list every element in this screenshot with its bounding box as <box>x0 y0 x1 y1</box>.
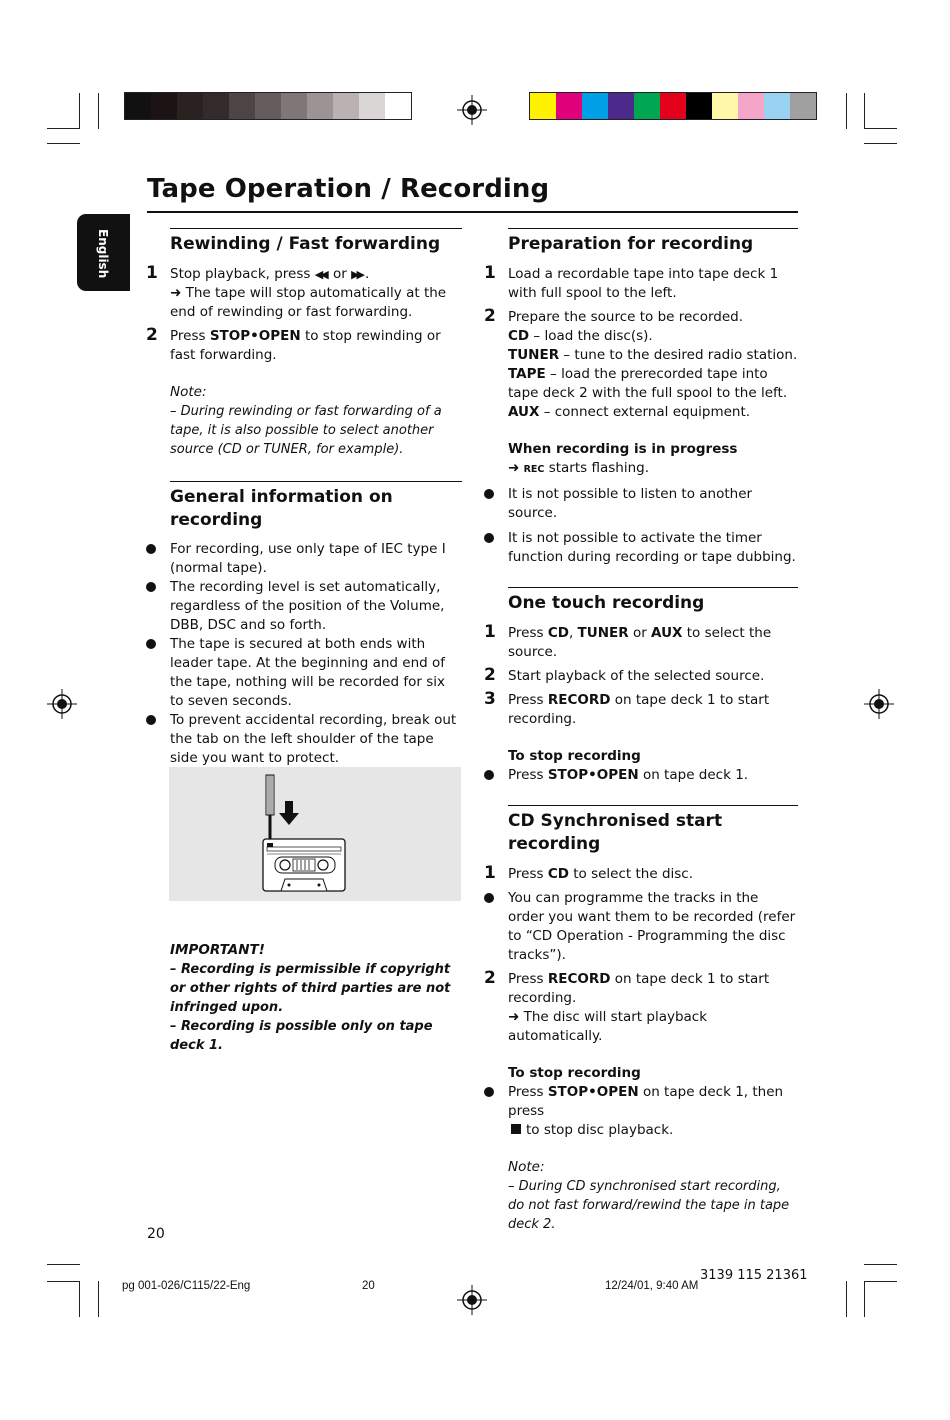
cdsync-stop-label: To stop recording <box>508 1065 641 1081</box>
important-line-2: – Recording is possible only on tape deck 1. <box>170 1019 433 1053</box>
cassette-tab-figure <box>169 767 461 901</box>
gray-swatch <box>203 93 229 119</box>
list-item: The tape is secured at both ends with leader tape. At the beginning and end of the tape, nothing will be recorded for six to seven seconds. <box>170 635 462 711</box>
section-rule <box>508 228 798 229</box>
left-column <box>146 228 462 768</box>
note-text: – During rewinding or fast forwarding of a tape, it is also possible to select another source (CD or TUNER, for example). <box>170 404 442 457</box>
gray-swatch <box>255 93 281 119</box>
color-swatch <box>712 93 738 119</box>
list-item: The recording level is set automatically, regardless of the position of the Volume, DBB, DSC and so forth. <box>170 578 462 635</box>
section-rule <box>508 587 798 588</box>
step-number: 2 <box>146 325 158 345</box>
color-swatch <box>582 93 608 119</box>
section-heading-onetouch: One touch recording <box>508 593 705 613</box>
section-heading-cdsync: CD Synchronised start recording <box>508 811 723 854</box>
rewind-step-2: 2 Press STOP•OPEN to stop rewinding or fast forwarding. <box>146 325 441 363</box>
section-rule <box>508 805 798 806</box>
rewind-result: ➜ The tape will stop automatically at the end of rewinding or fast forwarding. <box>170 285 447 320</box>
gray-swatch <box>281 93 307 119</box>
recording-progress-label: When recording is in progress <box>508 441 738 457</box>
cdsync-note-text: – During CD synchronised start recording, do not fast forward/rewind the tape in tape deck 2. <box>508 1179 790 1232</box>
gray-swatch <box>229 93 255 119</box>
page-title: Tape Operation / Recording <box>147 174 550 204</box>
onetouch-stop-bullet: Press STOP•OPEN on tape deck 1. <box>508 766 798 785</box>
important-block <box>170 941 466 1055</box>
registration-mark-icon <box>864 689 894 719</box>
section-heading-rewind: Rewinding / Fast forwarding <box>170 234 441 254</box>
fast-forward-icon: ▶▶ <box>351 268 362 281</box>
gray-swatch <box>307 93 333 119</box>
note-label: Note: <box>170 384 207 400</box>
cdsync-bullet: You can programme the tracks in the order you want them to be recorded (refer to “CD Operation - Programming the disc tracks”). <box>508 889 798 965</box>
gray-swatch <box>359 93 385 119</box>
important-label: IMPORTANT! <box>170 942 265 958</box>
registration-mark-icon <box>47 689 77 719</box>
color-swatch <box>660 93 686 119</box>
general-bullet-list <box>170 540 462 768</box>
prep-step-1: 1 Load a recordable tape into tape deck 1 with full spool to the left. <box>484 263 779 301</box>
footer-left: pg 001-026/C115/22-Eng <box>122 1280 251 1292</box>
footer-center: 20 <box>362 1280 375 1292</box>
section-rule <box>170 481 462 482</box>
cdsync-step-2: 2 Press RECORD on tape deck 1 to start recording. ➜ The disc will start playback automatically. <box>484 968 770 1044</box>
rewind-icon: ◀◀ <box>314 268 326 281</box>
onetouch-step-1: 1 Press CD, TUNER or AUX to select the source. <box>484 622 772 660</box>
color-swatch <box>686 93 712 119</box>
grayscale-calibration-bar <box>124 92 412 120</box>
stop-square-icon <box>511 1124 521 1134</box>
prep-bullet-list <box>508 485 798 567</box>
bullet-dot <box>484 893 494 903</box>
registration-mark-icon <box>457 1285 487 1315</box>
color-swatch <box>764 93 790 119</box>
color-swatch <box>634 93 660 119</box>
section-heading-prep: Preparation for recording <box>508 234 754 254</box>
bullet-dot <box>146 544 156 554</box>
section-rule <box>170 228 462 229</box>
color-swatch <box>608 93 634 119</box>
page-number: 20 <box>147 1226 165 1242</box>
bullet-dot <box>146 715 156 725</box>
footer-right: 12/24/01, 9:40 AM <box>605 1280 699 1292</box>
gray-swatch <box>177 93 203 119</box>
cassette-illustration <box>169 767 461 901</box>
gray-swatch <box>385 93 411 119</box>
bullet-dot <box>146 582 156 592</box>
language-tab-label: English <box>96 229 110 279</box>
prep-step-2: 2 Prepare the source to be recorded. CD – load the disc(s). TUNER – tune to the desired radio station. TAPE – load the prerecorded tape into tape deck 2 with the full spool to the left. AUX – connect external equipment. <box>484 306 798 420</box>
bullet-dot <box>484 489 494 499</box>
color-swatch <box>556 93 582 119</box>
step-number: 1 <box>146 263 158 283</box>
important-line-1: – Recording is permissible if copyright or other rights of third parties are not infringed upon. <box>170 962 451 1015</box>
gray-swatch <box>333 93 359 119</box>
doc-code: 3139 115 21361 <box>700 1268 808 1283</box>
bullet-dot <box>484 770 494 780</box>
stop-open-key: STOP•OPEN <box>209 328 301 344</box>
cdsync-note-label: Note: <box>508 1159 545 1175</box>
gray-swatch <box>151 93 177 119</box>
list-item: For recording, use only tape of IEC type I (normal tape). <box>170 540 462 578</box>
bullet-dot <box>484 1087 494 1097</box>
onetouch-step-3: 3 Press RECORD on tape deck 1 to start recording. <box>484 689 770 727</box>
cdsync-stop-bullet: Press STOP•OPEN on tape deck 1, then press to stop disc playback. <box>508 1083 798 1140</box>
bullet-dot <box>484 533 494 543</box>
list-item: It is not possible to activate the timer function during recording or tape dubbing. <box>508 529 798 567</box>
color-swatch <box>738 93 764 119</box>
list-item: It is not possible to listen to another source. <box>508 485 798 523</box>
list-item: To prevent accidental recording, break out the tab on the left shoulder of the tape side you want to protect. <box>170 711 462 768</box>
bullet-dot <box>146 639 156 649</box>
color-calibration-bar <box>529 92 817 120</box>
onetouch-step-2: 2 Start playback of the selected source. <box>484 665 765 685</box>
gray-swatch <box>125 93 151 119</box>
section-heading-general: General information on recording <box>170 487 393 530</box>
language-tab <box>77 214 130 291</box>
title-rule <box>147 211 798 213</box>
color-swatch <box>530 93 556 119</box>
rewind-step-1: 1 Stop playback, press ◀◀ or ▶▶ . ➜ The tape will stop automatically at the end of rewinding or fast forwarding. <box>146 263 447 320</box>
right-column <box>484 228 798 1234</box>
recording-progress-text: ➜ REC starts flashing. <box>508 460 649 476</box>
color-swatch <box>790 93 816 119</box>
onetouch-stop-label: To stop recording <box>508 748 641 764</box>
cdsync-step-1: 1 Press CD to select the disc. <box>484 863 694 883</box>
registration-mark-icon <box>457 95 487 125</box>
